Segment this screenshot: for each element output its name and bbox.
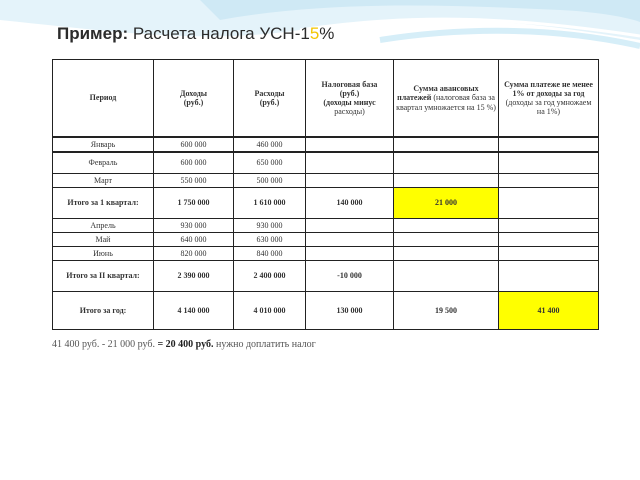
cell-taxbase [306, 152, 394, 174]
cell-advance [394, 219, 499, 233]
cell-period: Май [53, 233, 154, 247]
table-row [53, 152, 599, 174]
cell-expenses: 630 000 [234, 233, 306, 247]
cell-income: 600 000 [154, 152, 234, 174]
cell-min [499, 188, 599, 219]
cell-min [499, 174, 599, 188]
cell-taxbase: 140 000 [306, 188, 394, 219]
cell-min [499, 247, 599, 261]
cell-advance [394, 233, 499, 247]
cell-expenses: 2 400 000 [234, 261, 306, 292]
cell-period: Итого за год: [53, 292, 154, 330]
title-bold: Пример: [57, 24, 129, 43]
table-row [53, 174, 599, 188]
cell-min [499, 261, 599, 292]
cell-taxbase: -10 000 [306, 261, 394, 292]
tax-table [52, 59, 599, 330]
cell-period: Январь [53, 137, 154, 152]
table-row [53, 247, 599, 261]
cell-period: Апрель [53, 219, 154, 233]
title-end: % [319, 24, 335, 43]
header-taxbase: Налоговая база (руб.) (доходы минус расходы) [306, 60, 394, 138]
cell-period: Итого за II квартал: [53, 261, 154, 292]
note-result: = 20 400 руб. [154, 339, 214, 350]
cell-advance [394, 261, 499, 292]
cell-taxbase [306, 233, 394, 247]
cell-taxbase [306, 174, 394, 188]
cell-income: 930 000 [154, 219, 234, 233]
cell-min-highlight: 41 400 [499, 292, 599, 330]
cell-income: 820 000 [154, 247, 234, 261]
table-row [53, 233, 599, 247]
cell-income: 600 000 [154, 137, 234, 152]
title-highlight: 5 [309, 24, 320, 43]
cell-period: Июнь [53, 247, 154, 261]
cell-min [499, 152, 599, 174]
cell-income: 4 140 000 [154, 292, 234, 330]
cell-min [499, 219, 599, 233]
table-row-year-total [53, 292, 599, 330]
note-suffix: нужно доплатить налог [213, 339, 316, 350]
cell-income: 2 390 000 [154, 261, 234, 292]
cell-income: 1 750 000 [154, 188, 234, 219]
cell-expenses: 650 000 [234, 152, 306, 174]
cell-income: 550 000 [154, 174, 234, 188]
cell-min [499, 137, 599, 152]
cell-expenses: 840 000 [234, 247, 306, 261]
cell-income: 640 000 [154, 233, 234, 247]
cell-period: Итого за 1 квартал: [53, 188, 154, 219]
cell-advance [394, 152, 499, 174]
table-row [53, 137, 599, 152]
cell-expenses: 4 010 000 [234, 292, 306, 330]
note-formula: 41 400 руб. - 21 000 руб. [52, 339, 155, 350]
table-row [53, 219, 599, 233]
header-income: Доходы (руб.) [154, 60, 234, 138]
cell-taxbase [306, 137, 394, 152]
calculation-note [52, 339, 316, 350]
cell-advance-highlight: 21 000 [394, 188, 499, 219]
cell-advance [394, 137, 499, 152]
slide-title [57, 24, 334, 44]
cell-expenses: 460 000 [234, 137, 306, 152]
header-min-payment: Сумма платеже не менее 1% от доходы за год (доходы за год умножаем на 1%) [499, 60, 599, 138]
header-expenses: Расходы (руб.) [234, 60, 306, 138]
cell-expenses: 1 610 000 [234, 188, 306, 219]
cell-min [499, 233, 599, 247]
cell-taxbase [306, 219, 394, 233]
title-main: Расчета налога УСН-1 [128, 24, 310, 43]
cell-taxbase [306, 247, 394, 261]
cell-expenses: 500 000 [234, 174, 306, 188]
cell-advance [394, 247, 499, 261]
table-row-quarter-total [53, 261, 599, 292]
cell-period: Март [53, 174, 154, 188]
cell-advance [394, 174, 499, 188]
cell-advance: 19 500 [394, 292, 499, 330]
cell-expenses: 930 000 [234, 219, 306, 233]
cell-taxbase: 130 000 [306, 292, 394, 330]
header-period: Период [53, 60, 154, 138]
table-row-quarter-total [53, 188, 599, 219]
table-header-row [53, 60, 599, 138]
header-advance: Сумма авансовых платежей (налоговая база за квартал умножается на 15 %) [394, 60, 499, 138]
cell-period: Февраль [53, 152, 154, 174]
